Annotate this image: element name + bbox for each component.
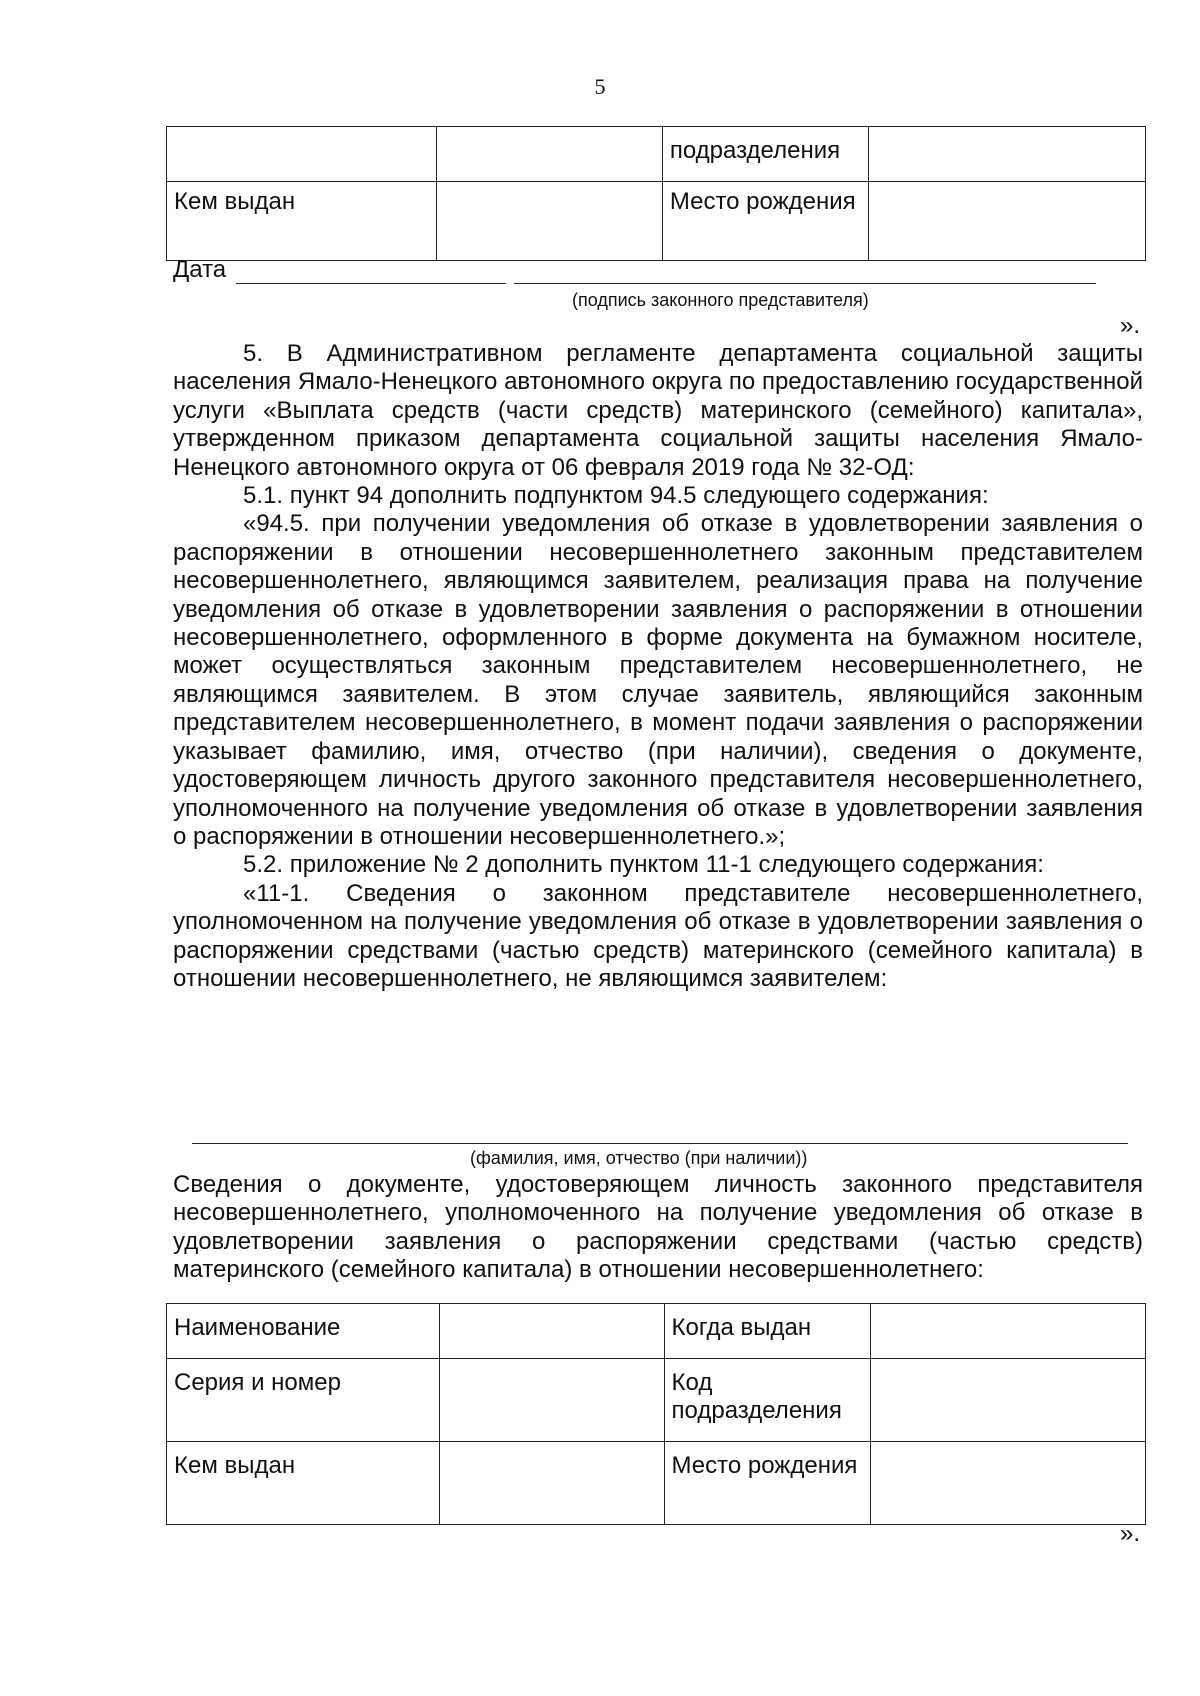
table-cell: Место рождения <box>662 182 868 261</box>
paragraph: Сведения о документе, удостоверяющем личность законного представителя несовершеннолетнего, уполномоченного на получение уведомления об отказе в удовлетворении заявления о распоряжении средствами (частью средств) материнского (семейного капитала) в отношении несовершеннолетнего: <box>173 1171 1143 1284</box>
paragraph: «11-1. Сведения о законном представителе несовершеннолетнего, уполномоченном на получение уведомления об отказе в удовлетворении заявления о распоряжении средствами (частью средств) материнского (семейного капитала) в отношении несовершеннолетнего, не являющимся заявителем: <box>173 879 1143 992</box>
table-cell <box>439 1359 664 1442</box>
table-cell: подразделения <box>662 127 868 182</box>
table-cell <box>869 127 1146 182</box>
date-underline <box>236 253 506 284</box>
closing-quote: ». <box>1120 312 1141 339</box>
signature-underline <box>514 253 1096 284</box>
date-label: Дата <box>173 256 227 283</box>
table-cell <box>870 1442 1145 1525</box>
table-cell <box>439 1442 664 1525</box>
document-table-top <box>166 126 1146 261</box>
paragraph: 5.2. приложение № 2 дополнить пунктом 11-1 следующего содержания: <box>243 851 1044 879</box>
amendment-text <box>173 340 1143 993</box>
table-cell: Место рождения <box>664 1442 870 1525</box>
table-row <box>167 1442 1146 1525</box>
document-table-bottom <box>166 1303 1146 1525</box>
table-row <box>167 1359 1146 1442</box>
document-info-text <box>173 1171 1143 1285</box>
closing-quote: ». <box>1120 1520 1141 1547</box>
table-cell: Кем выдан <box>167 182 437 261</box>
table-cell: Кем выдан <box>167 1442 440 1525</box>
table-cell <box>869 182 1146 261</box>
table-cell <box>167 127 437 182</box>
table-row <box>167 127 1146 182</box>
table-row <box>167 1304 1146 1359</box>
table-cell: Когда выдан <box>664 1304 870 1359</box>
table-cell <box>439 1304 664 1359</box>
table-cell: Наименование <box>167 1304 440 1359</box>
table-cell <box>436 182 662 261</box>
table-cell <box>870 1304 1145 1359</box>
table-cell: Серия и номер <box>167 1359 440 1442</box>
paragraph: «94.5. при получении уведомления об отказе в удовлетворении заявления о распоряжении в отношении несовершеннолетнего законным представителем несовершеннолетнего, являющимся заявителем, реализация права на получение уведомления об отказе в удовлетворении заявления о распоряжении в отношении несовершеннолетнего, оформленного в форме документа на бумажном носителе, может осуществляться законным представителем несовершеннолетнего, не являющимся заявителем. В этом случае заявитель, являющийся законным представителем несовершеннолетнего, в момент подачи заявления о распоряжении указывает фамилию, имя, отчество (при наличии), сведения о документе, удостоверяющем личность другого законного представителя несовершеннолетнего, уполномоченного на получение уведомления об отказе в удовлетворении заявления о распоряжении в отношении несовершеннолетнего.»; <box>173 510 1143 850</box>
page-number: 5 <box>594 74 606 99</box>
table-row <box>167 182 1146 261</box>
fio-underline <box>192 1127 1128 1144</box>
paragraph: 5.1. пункт 94 дополнить подпунктом 94.5 следующего содержания: <box>243 482 989 510</box>
signature-caption: (подпись законного представителя) <box>572 290 869 310</box>
table-cell <box>870 1359 1145 1442</box>
paragraph: 5. В Административном регламенте департамента социальной защиты населения Ямало-Ненецкого автономного округа по предоставлению государственной услуги «Выплата средств (части средств) материнского (семейного) капитала», утвержденном приказом департамента социальной защиты населения Ямало-Ненецкого автономного округа от 06 февраля 2019 года № 32-ОД: <box>173 340 1143 481</box>
fio-caption: (фамилия, имя, отчество (при наличии)) <box>470 1148 808 1168</box>
table-cell: Код подразделения <box>664 1359 870 1442</box>
table-cell <box>436 127 662 182</box>
